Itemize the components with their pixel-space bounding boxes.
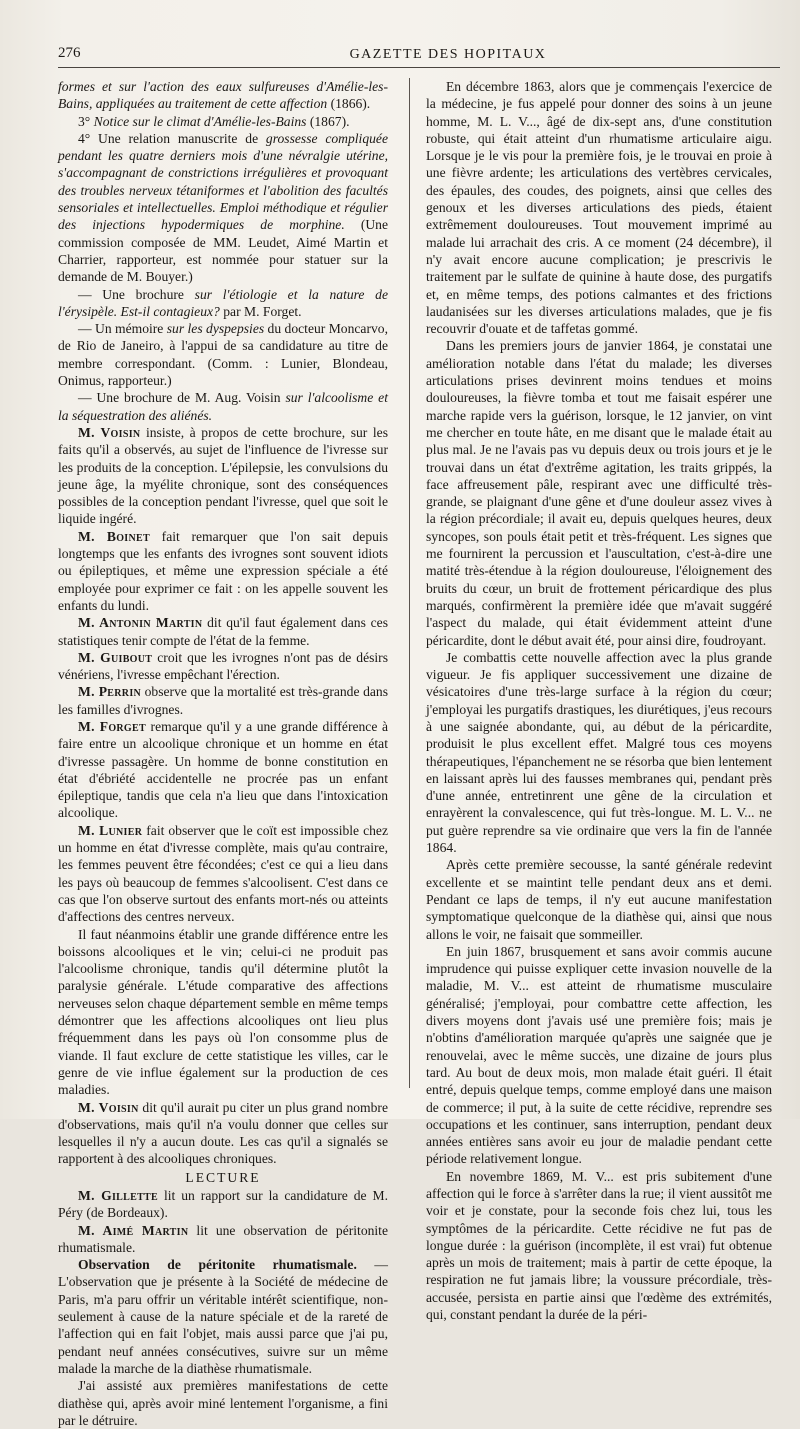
paragraph: M. Perrin observe que la mortalité est très-grande dans les familles d'ivrognes.	[58, 684, 389, 717]
paragraph: M. Voisin dit qu'il aurait pu citer un plus grand nombre d'observations, mais qu'il n'a voulu donner que celles sur lesquelles il n'y a aucun doute. Les cas qu'il a signalés se rapportent à des alcooliques chroniques.	[58, 1099, 388, 1167]
paragraph: J'ai assisté aux premières manifestations de cette diathèse qui, après avoir miné lentement l'organisme, a fini par le détruire.	[58, 1378, 388, 1428]
paragraph: M. Guibout croit que les ivrognes n'ont pas de désirs vénériens, l'ivresse empêchant l'érection.	[58, 649, 388, 683]
section-heading-lecture: LECTURE	[185, 1169, 261, 1185]
paragraph: M. Boinet fait remarquer que l'on sait depuis longtemps que les enfants des ivrognes sont souvent idiots ou épileptiques, et même une expression spéciale a été employée pour exprimer ce fait : on les appelle souvent les enfants du lundi.	[58, 528, 388, 613]
paragraph: M. Forget remarque qu'il y a une grande différence à faire entre un alcoolique chronique et un homme en état d'ivresse passagère. Un homme de bonne constitution en état d'ébriété accidentelle ne procrée pas un enfant épileptique, tandis que cela n'a lieu que dans l'intoxication alcoolique.	[58, 718, 388, 821]
paragraph: Il faut néanmoins établir une grande différence entre les boissons alcooliques et le vin; celui-ci ne produit pas l'alcoolisme chronique, tandis qu'il détermine plutôt la paralysie générale. L'étude comparative des affections nerveuses selon chaque département semble en même temps démontrer que les affections alcooliques ont lieu plus fréquemment dans les pays où l'on consomme plus de viande. Il faut exclure de cette statistique les villes, car le genre de vie influe également sur la production de ces maladies.	[58, 926, 388, 1098]
paragraph: — Un mémoire sur les dyspepsies du docteur Moncarvo, de Rio de Janeiro, à l'appui de sa candidature au titre de membre correspondant. (Comm. : Lunier, Blondeau, Onimus, rapporteur.)	[58, 321, 388, 389]
paragraph: Observation de péritonite rhumatismale. — L'observation que je présente à la Société de médecine de Paris, m'a paru offrir un véritable intérêt scientifique, non-seulement à cause de la nature spéciale et de la rareté de l'affection qui en fait l'objet, mais aussi parce que j'ai pu, pendant neuf années consécutives, suivre sur un même malade la marche de la diathèse rhumatismale.	[58, 1257, 388, 1376]
paragraph: M. Lunier fait observer que le coït est impossible chez un homme en état d'ivresse complète, mais qu'au contraire, les femmes peuvent être fécondées; c'est ce qui a lieu dans les pays où beaucoup de femmes s'alcoolisent. C'est dans ce cas que l'on observe surtout des enfants mort-nés ou atteints d'affections des centres nerveux.	[58, 822, 388, 925]
paragraph: 4° Une relation manuscrite de grossesse compliquée pendant les quatre derniers mois d'une névralgie utérine, s'accompagnant de constrictions irrégulières et provoquant des troubles nerveux tétaniformes et l'abolition des facultés sensoriales et intellectuelles. Emploi méthodique et régulier des injections hypodermiques de morphine. (Une commission composée de MM. Leudet, Aimé Martin et Charrier, rapporteur, est nommée pour statuer sur la demande de M. Bouyer.)	[58, 130, 388, 285]
page-number: 276	[58, 45, 81, 61]
paragraph: En juin 1867, brusquement et sans avoir commis aucune imprudence qui puisse expliquer cette invasion nouvelle de la maladie, M. V... est atteint de rhumatisme musculaire généralisé; j'employai, pour combattre cette affection, les divers moyens dont j'avais usé une première fois; mais je n'obtins d'amélioration marquée qu'après une saignée que je renouvelai, avec le même succès, une dizaine de jours plus tard. Au bout de deux mois, mon malade était guéri. Il était entré, depuis quelque temps, comme employé dans une maison de commerce; il put, à la suite de cette récidive, reprendre ses occupations et les continuer, sans interruption, pendant deux années entières sans avoir eu jour de maladie pendant cette période relativement longue.	[426, 943, 772, 1167]
paragraph: En décembre 1863, alors que je commençais l'exercice de la médecine, je fus appelé pour donner des soins à un jeune homme, M. L. V..., âgé de dix-sept ans, d'une constitution robuste, qui était atteint d'un rhumatisme articulaire aigu. Lorsque je le vis pour la première fois, je le trouvai en proie à une fièvre ardente; les articulations des vertèbres cervicales, des épaules, des coudes, des poignets, ainsi que celles des genoux et les diverses articulations des pieds, étaient extrêmement douloureuses. Tout mouvement imprimé au malade lui arrachait des cris. A ce moment (24 décembre), il n'y avait encore aucune complication; je prescrivis le traitement par le sulfate de quinine à haute dose, des purgatifs et, en même temps, des potions calmantes et des frictions laudanisées sur les diverses articulations malades, que je fis recouvrir d'ouate et de taffetas gommé.	[426, 79, 772, 337]
right-column	[426, 78, 772, 1323]
paragraph: M. Aimé Martin lit une observation de péritonite rhumatismale.	[58, 1222, 388, 1255]
paragraph: M. Gillette lit un rapport sur la candidature de M. Péry (de Bordeaux).	[58, 1188, 388, 1221]
paragraph: 3° Notice sur le climat d'Amélie-les-Bains (1867).	[78, 113, 350, 129]
paragraph: formes et sur l'action des eaux sulfureuses d'Amélie-les-Bains, appliquées au traitement de cette affection (1866).	[58, 79, 388, 112]
paragraph: Dans les premiers jours de janvier 1864, je constatai une amélioration notable dans l'état du malade; les diverses articulations prises devinrent moins tendues et moins douloureuses, la fièvre tomba et tout me faisait espérer une marche rapide vers la guérison, lorsque, le 12 janvier, on vint me chercher en toute hâte, en me disant que le malade était au plus mal. Je ne l'avais pas vu depuis deux ou trois jours et je le trouvai dans un état d'extrême agitation, les traits grippés, la face affreusement pâle, respirant avec une difficulté très-grande, se plaignant d'une gêne et d'une douleur assez vives à la région précordiale; il avait eu, depuis quelques heures, deux syncopes, son pouls était petit et très-fréquent. Les signes que me fournirent la percussion et l'auscultation, c'est-à-dire une matité très-étendue à la région douloureuse, l'éloignement des bruits du cœur, un bruit de frottement péricardique des plus marqués, confirmèrent la première idée que m'avait suggéré l'aspect du malade, qui était évidemment atteint d'une péricardite, dont le début avait été, pour ainsi dire, foudroyant.	[426, 338, 772, 648]
paragraph: — Une brochure sur l'étiologie et la nature de l'érysipèle. Est-il contagieux? par M. Forget.	[58, 286, 388, 319]
paragraph: M. Antonin Martin dit qu'il faut également dans ces statistiques tenir compte de l'état de la femme.	[58, 615, 388, 648]
paragraph: Je combattis cette nouvelle affection avec la plus grande vigueur. Je fis appliquer successivement une dizaine de vésicatoires d'une très-large surface à la région du cœur; j'employai les purgatifs drastiques, les diurétiques, j'eus recours à une saignée abondante, qui, au début de la péricardite, produisit le plus excellent effet. Malgré tous ces moyens thérapeutiques, l'épanchement ne se résorba que bien lentement en laissant après lui des fausses membranes qui, pendant près d'une année, entretinrent une gêne de la circulation et enrayèrent la convalescence, qui fut très-longue. M. L. V... ne put guère reprendre sa vie ordinaire que vers la fin de l'année 1864.	[426, 649, 772, 856]
left-column	[58, 78, 388, 1429]
column-divider	[409, 78, 410, 1088]
journal-title: GAZETTE DES HOPITAUX	[349, 47, 547, 62]
paragraph: M. Voisin insiste, à propos de cette brochure, sur les faits qu'il a observés, au sujet de l'influence de l'ivresse sur les produits de la conception. L'épilepsie, les convulsions du jeune âge, la myélite chronique, sont des conséquences possibles de la conception pendant l'ivresse, quel que soit le liquide ingéré.	[58, 424, 388, 527]
page-header	[58, 43, 780, 68]
paragraph: — Une brochure de M. Aug. Voisin sur l'alcoolisme et la séquestration des aliénés.	[58, 390, 388, 423]
paragraph: En novembre 1869, M. V... est pris subitement d'une affection qui le force à s'arrêter dans la rue; il vient aussitôt me voir et je constate, pour la seconde fois chez lui, tous les symptômes de la péricardite. Cette récidive ne fut pas de longue durée : la guérison (incomplète, il est vrai) fut obtenue après un mois de traitement; mais à partir de cette époque, la respiration ne fut jamais libre; la voussure précordiale, très-accusée, persista en partie ainsi que l'œdème des extrémités, qui, constant pendant la durée de la péri-	[426, 1168, 772, 1323]
paragraph: Après cette première secousse, la santé générale redevint excellente et se maintint telle pendant deux ans et demi. Pendant ce laps de temps, il n'y eut aucune manifestation symptomatique quelconque de la diathèse qui, ainsi que nous allons le voir, ne faisait que sommeiller.	[426, 857, 772, 942]
